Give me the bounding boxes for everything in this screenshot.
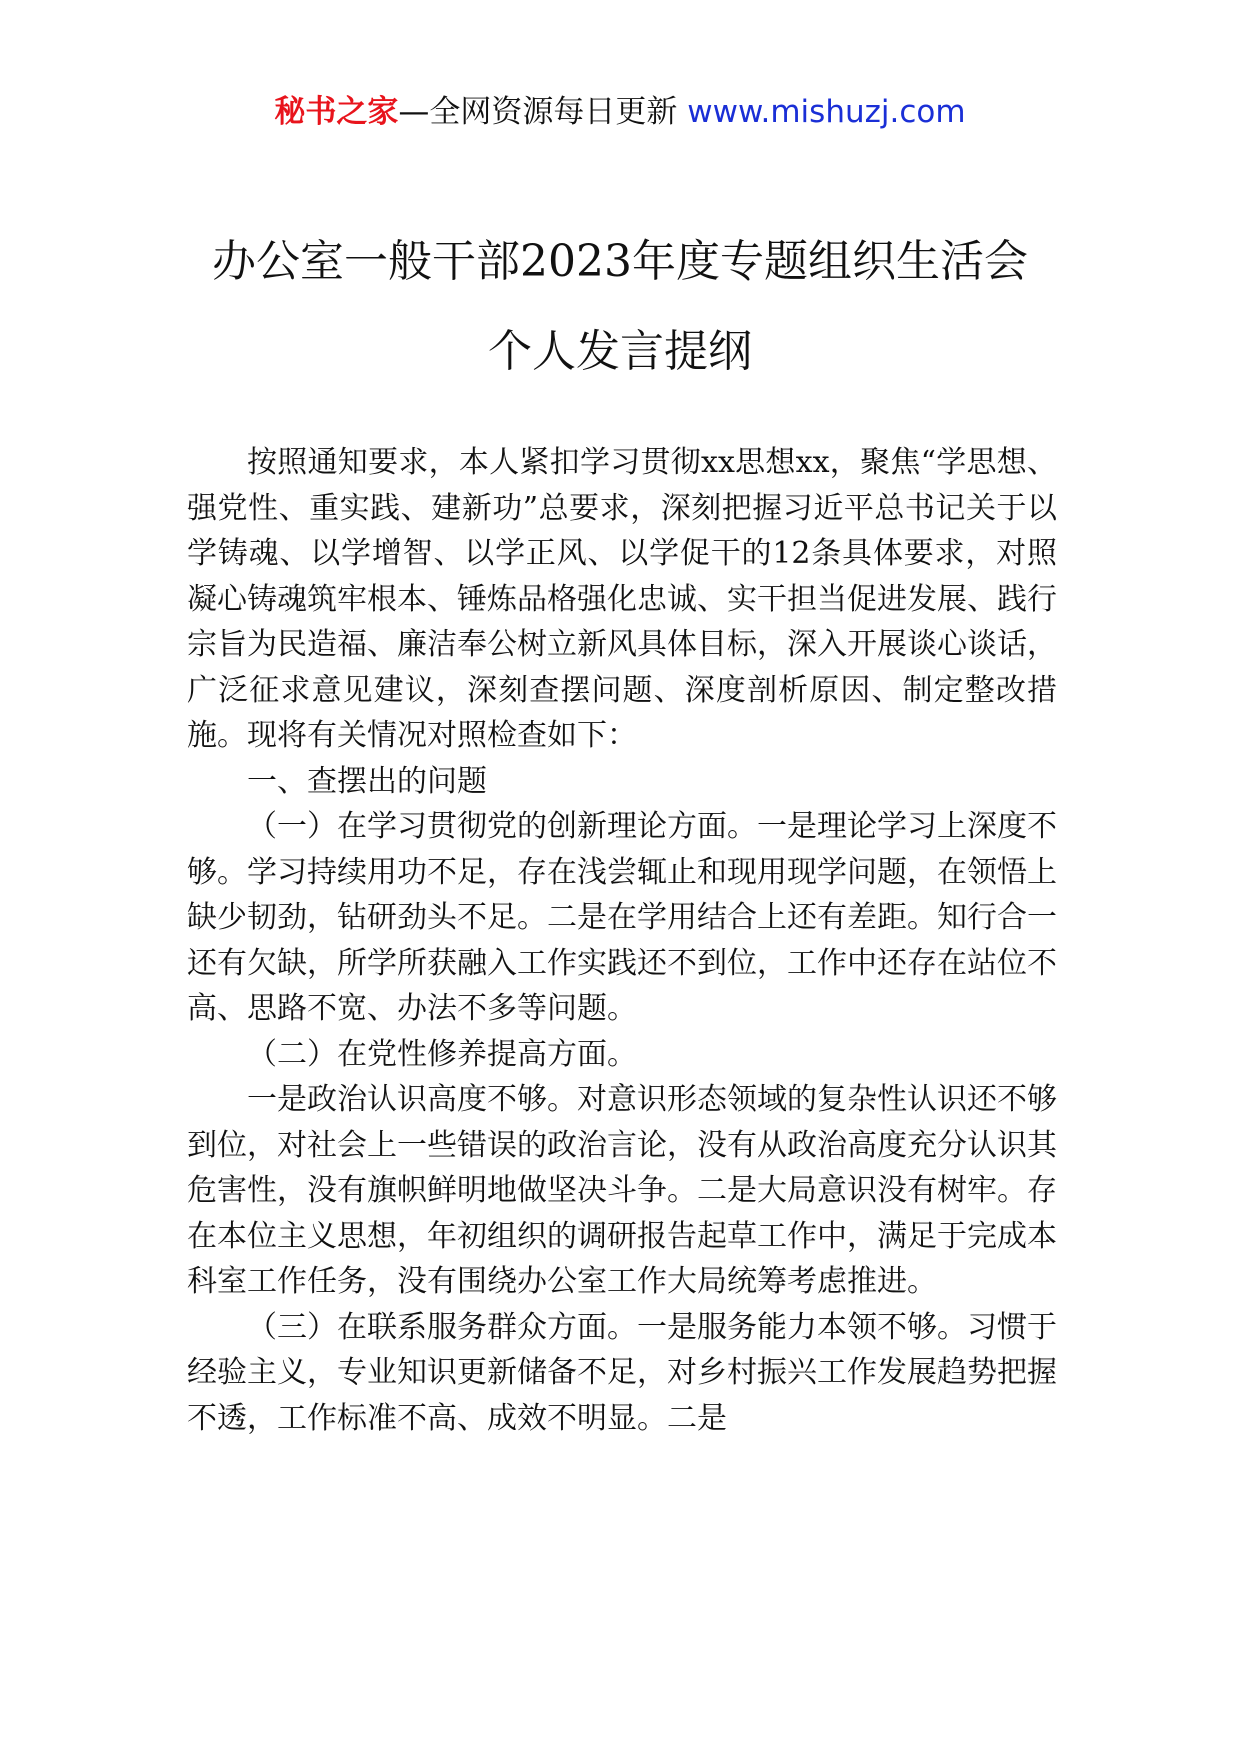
- paragraph-political-awareness: 一是政治认识高度不够。对意识形态领域的复杂性认识还不够到位，对社会上一些错误的政治言论，没有从政治高度充分认识其危害性，没有旗帜鲜明地做坚决斗争。二是大局意识没有树牢。存在本位主义思想，年初组织的调研报告起草工作中，满足于完成本科室工作任务，没有围绕办公室工作大局统筹考虑推进。: [187, 1082, 1057, 1299]
- document-body: [187, 440, 1057, 1441]
- document-title-line-2: 个人发言提纲: [488, 326, 752, 377]
- site-brand: 秘书之家: [274, 94, 399, 130]
- section-heading-problems: 一、查摆出的问题: [247, 763, 487, 799]
- site-slogan: —全网资源每日更新: [398, 94, 678, 130]
- paragraph-theory-study: （一）在学习贯彻党的创新理论方面。一是理论学习上深度不够。学习持续用功不足，存在浅尝辄止和现用现学问题，在领悟上缺少韧劲，钻研劲头不足。二是在学用结合上还有差距。知行合一还有欠缺，所学所获融入工作实践还不到位，工作中还存在站位不高、思路不宽、办法不多等问题。: [187, 809, 1057, 1026]
- paragraph-serving-masses: （三）在联系服务群众方面。一是服务能力本领不够。习惯于经验主义，专业知识更新储备不足，对乡村振兴工作发展趋势把握不透，工作标准不高、成效不明显。二是: [187, 1309, 1057, 1436]
- paragraph-intro: 按照通知要求，本人紧扣学习贯彻xx思想xx，聚焦“学思想、强党性、重实践、建新功”总要求，深刻把握习近平总书记关于以学铸魂、以学增智、以学正风、以学促干的12条具体要求，对照凝心铸魂筑牢根本、锤炼品格强化忠诚、实干担当促进发展、践行宗旨为民造福、廉洁奉公树立新风具体目标，深入开展谈心谈话，广泛征求意见建议，深刻查摆问题、深度剖析原因、制定整改措施。现将有关情况对照检查如下：: [187, 445, 1057, 753]
- site-url[interactable]: www.mishuzj.com: [687, 94, 966, 130]
- document-title-line-1: 办公室一般干部2023年度专题组织生活会: [212, 236, 1028, 287]
- subheading-party-spirit: （二）在党性修养提高方面。: [247, 1036, 637, 1072]
- site-header-banner: [0, 92, 1240, 132]
